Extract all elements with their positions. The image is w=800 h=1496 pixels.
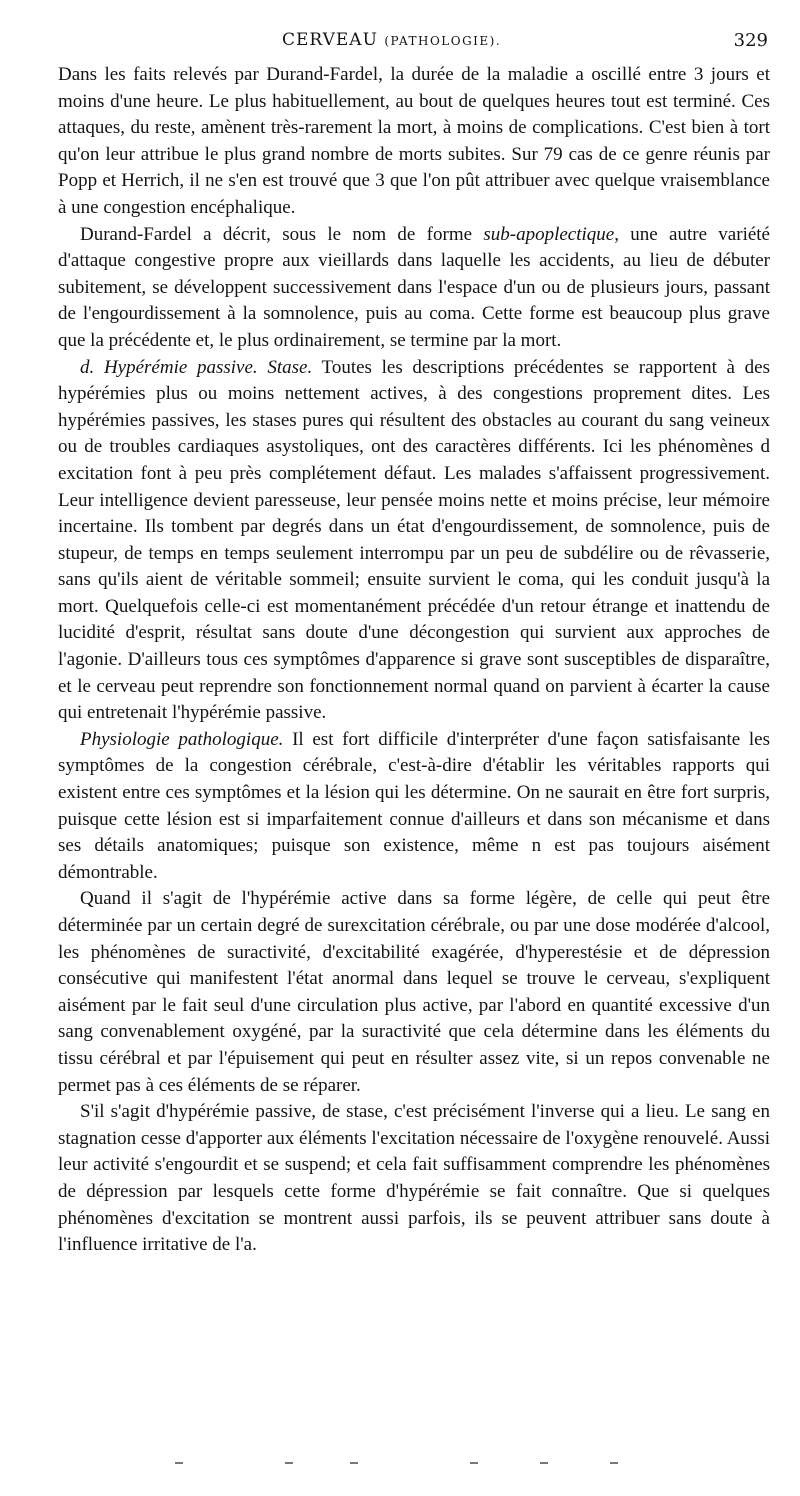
paragraph-4 xyxy=(58,727,770,887)
bottom-scan-marks xyxy=(175,1462,615,1470)
running-head xyxy=(282,30,501,50)
paragraph-3 xyxy=(58,355,770,727)
page-header xyxy=(60,30,768,54)
paragraph-6 xyxy=(58,1099,770,1259)
scan-mark xyxy=(350,1462,358,1464)
paragraph-text: Dans les faits relevés par Durand-Fardel, la durée de la maladie a oscillé entre 3 jours et moins d'une heure. Le plus habituellement, au bout de quelques heures tout est terminé. Ces attaques, du reste, amènent très-rarement la mort, à moins de complications. C'est bien à tort qu'on leur attribue le plus grand nombre de morts subites. Sur 79 cas de ce genre réunis par Popp et Herrich, il ne s'en est trouvé que 3 que l'on pût attribuer avec quelque vraisemblance à une congestion encéphalique. xyxy=(58,64,770,218)
paragraph-text: Quand il s'agit de l'hypérémie active dans sa forme légère, de celle qui peut être déterminée par un certain degré de surexcitation cérébrale, ou par une dose modérée d'alcool, les phénomènes de suractivité, d'excitabilité exagérée, d'hyperestésie et de dépression consécutive qui manifestent l'état anormal dans lequel se trouve le cerveau, s'expliquent aisément par le fait seul d'une circulation plus active, par l'abord en quantité excessive d'un sang convenablement oxygéné, par la suractivité que cela détermine dans les éléments du tissu cérébral et par l'épuisement qui peut en résulter assez vite, si un repos convenable ne permet pas à ces éléments de se réparer. xyxy=(58,888,770,1096)
section-heading: Physiologie pathologique. xyxy=(80,728,284,750)
scan-mark xyxy=(470,1462,478,1464)
scan-mark xyxy=(285,1462,293,1464)
paragraph-text: Il est fort difficile d'interpréter d'une façon satisfaisante les symptômes de la congestion cérébrale, c'est-à-dire d'établir les véritables rapports qui existent entre ces symptômes et la lésion qui les détermine. On ne saurait en être fort surpris, puisque cette lésion est si imparfaitement connue d'ailleurs et dans son mécanisme et dans ses détails anatomiques; puisque son existence, même n est pas toujours aisément démontrable. xyxy=(58,728,770,883)
paragraph-text: S'il s'agit d'hypérémie passive, de stase, c'est précisément l'inverse qui a lieu. Le sang en stagnation cesse d'apporter aux éléments l'excitation nécessaire de l'oxygène renouvelé. Aussi leur activité s'engourdit et se suspend; et cela fait suffisamment comprendre les phénomènes de dépression par lesquels cette forme d'hypérémie se fait connaître. Que si quelques phénomènes d'excitation se montrent aussi parfois, ils se peuvent attribuer sans doute à l'influence irritative de l'a. xyxy=(58,1101,770,1256)
page-body xyxy=(58,62,770,1259)
italic-term: sub-apoplectique xyxy=(483,223,615,245)
paragraph-2 xyxy=(58,222,770,355)
paragraph-text: Toutes les descriptions précédentes se rapportent à des hypérémies plus ou moins nettement actives, à des congestions proprement dites. Les hypérémies passives, les stases pures qui résultent des obstacles au courant du sang veineux ou de troubles cardiaques asystoliques, ont des caractères différents. Ici les phénomènes d excitation font à peu près complétement défaut. Les malades s'affaissent progressivement. Leur intelligence devient paresseuse, leur pensée moins nette et moins précise, leur mémoire incertaine. Ils tombent par degrés dans un état d'engourdissement, de somnolence, puis de stupeur, de temps en temps seulement interrompu par un peu de subdélire ou de rêvasserie, sans qu'ils aient de véritable sommeil; ensuite survient le coma, qui les conduit jusqu'à la mort. Quelquefois celle-ci est momentanément précédée d'un retour étrange et inattendu de lucidité d'esprit, résultat sans doute d'une décongestion qui survient aux approches de l'agonie. D'ailleurs tous ces symptômes d'apparence si grave sont susceptibles de disparaître, et le cerveau peut reprendre son fonctionnement normal quand on parvient à écarter la cause qui entretenait l'hypérémie passive. xyxy=(58,356,770,724)
running-title: CERVEAU xyxy=(282,30,378,50)
running-subtitle: (PATHOLOGIE). xyxy=(384,34,502,48)
paragraph-5 xyxy=(58,886,770,1099)
section-heading: d. Hypérémie passive. Stase. xyxy=(80,356,313,378)
paragraph-text: Durand-Fardel a décrit, sous le nom de forme xyxy=(80,223,484,245)
page-number: 329 xyxy=(733,30,768,51)
paragraph-text: , une autre variété d'attaque congestive propre aux vieillards dans laquelle les accidents, au lieu de débuter subitement, se développent successivement dans l'espace d'un ou de plusieurs jours, passant de l'engourdissement à la somnolence, puis au coma. Cette forme est beaucoup plus grave que la précédente et, le plus ordinairement, se termine par la mort. xyxy=(58,223,770,351)
paragraph-1 xyxy=(58,62,770,222)
scan-mark xyxy=(610,1462,618,1464)
scan-mark xyxy=(540,1462,548,1464)
scan-mark xyxy=(175,1462,183,1464)
